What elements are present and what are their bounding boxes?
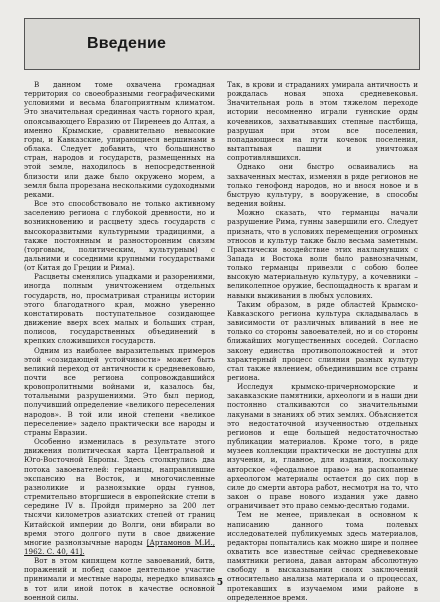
page-number: 5 (216, 578, 224, 588)
paragraph: Все это способствовало не только активному заселению региона с глубокой древности, но и возникновению и расцвету здесь государств с высокоразвитыми культурными традициями, а также постоянным и разносторонним связям (торговым, политическим, культурным) с дальними и соседними крупными государствами (от Китая до Греции и Рима). (24, 199, 215, 273)
text-columns (24, 80, 418, 602)
paragraph: Исследуя крымско-причерноморские и закавказские памятники, археологи и в наши дни постоянно сталкиваются со значительными лакунами в знаниях об этих землях. Объясняется это недостаточной изученностью отдельных регионов и еще большей недостаточностью публикации материалов. Кроме того, в ряде музеев коллекции практически не доступны для изучения, и, главное, для издания, поскольку авторское «феодальное право» на раскопанные археологом материалы остается до сих пор в силе до смерти автора работ, несмотря на то, что закон о праве нового издания уже давно ограничивает это право семью-десятью годами. (227, 382, 418, 511)
chapter-title: Введение (87, 35, 167, 52)
paragraph: Таким образом, в ряде областей Крымско-Кавказского региона культура складывалась в зависимости от различных вливаний в нее не только со стороны завоевателей, но и со стороны ближайших могущественных соседей. Согласно закону единства противоположностей и этот характерный процесс слияния разных культур стал также явлением, объединившим все страны региона. (227, 299, 418, 382)
paragraph: Можно сказать, что германцы начали разрушение Рима, гунны завершили его. Следует признать, что в условиях перемещения огромных этносов и культур также было весьма заметным. Практически воздействие этих нахлынувших с Запада и Востока волн было равнозначным, только германцы привезли с собою более высокую материальную культуру, а кочевники – великолепное оружие, беспощадность к врагам и навыки выживания в любых условиях. (227, 208, 418, 300)
paragraph: Расцветы сменялись упадками и разорениями, иногда полным уничтожением отдельных государств, но, просматривая страницы истории этого благодатного края, можно уверенно констатировать поступательное созидающее движение вверх всех малых и больших стран, полисов, государственных объединений в крепких сложившихся государств. (24, 272, 215, 346)
paragraph: Так, в крови и страданиях умирала античность и рождалась новая эпоха средневековья. Значительная роль в этом тяжелом переходе истории несомненно играли гуннские орды кочевников, захватывавших степные пастбища, разрушая при этом все поселения, попадающиеся на пути кочевок поселения, вытаптывая пашни и уничтожая сопротивлявшихся. (227, 80, 418, 163)
paragraph: Однако они быстро осваивались на захваченных местах, изменяя в ряде регионов не только генофонд народов, но и внося новое и в быструю культуру, в вооружение, в способы ведения войны. (227, 162, 418, 209)
chapter-header (24, 18, 420, 70)
right-column (227, 80, 418, 602)
paragraph: Одним из наиболее выразительных примеров этой «созидающей устойчивости» может быть великий переход от античности к средневековью, почти все региона сопровождавшийся кровопролитными войнами и, казалось бы, тотальными разрушениями. Это был период, получивший определение «великого переселения народов». В той или иной степени «великое переселение» задело практически все народы и страны Евразии. (24, 345, 215, 437)
paragraph: Вот в этом кипящем котле завоеваний, битв, поражений и побед самое деятельное участие принимали и местные народы, нередко вливаясь в тот или иной поток в качестве основной военной силы. (24, 556, 215, 602)
paragraph: Тем не менее, привлекая в основном к написанию данного тома полевых исследователей публикуемых здесь материалов, редакторы попытались как можно шире и полнее охватить все известные сейчас средневековые памятники региона, давая авторам абсолютную свободу в высказывании своих заключений относительно анализа материала и о процессах, протекавших в изучаемом ими районе в определенное время. (227, 510, 418, 602)
paragraph (24, 437, 215, 556)
citation: [Артамонов М.И., 1962. С. 40, 41]. (24, 537, 215, 556)
left-column (24, 80, 215, 602)
paragraph-text: Особенно изменилась в результате этого движения политическая карта Центральной и Юго-Восточной Европы. Здесь столкнулись два потока завоевателей: германцы, направлявшие экспансию на Восток, и многочисленные разноликие и разноязыкие орды гуннов, стремительно вторгшиеся в европейские степи в середине IV в. Пройдя примерно за 200 лет тысячи километров азиатских степей от границ Китайской империи до Волги, они вбирали во время этого долгого пути в свое движение многие разноязычные народы (24, 437, 215, 547)
paragraph: В данном томе охвачена громадная территория со своеобразными географическими условиями и весьма благоприятным климатом. Это значительная срединная часть горного края, опоясывающего Евразию от Пиренеев до Алтая, а именно Крымские, сравнительно невысокие горы, и Кавказские, упирающиеся вершинами в облака. Следует добавить, что большинство стран, народов и государств, размещенных на этой земле, находилось в непосредственной близости или даже было окружено морем, а земля была прорезана несколькими судоходными реками. (24, 80, 215, 199)
